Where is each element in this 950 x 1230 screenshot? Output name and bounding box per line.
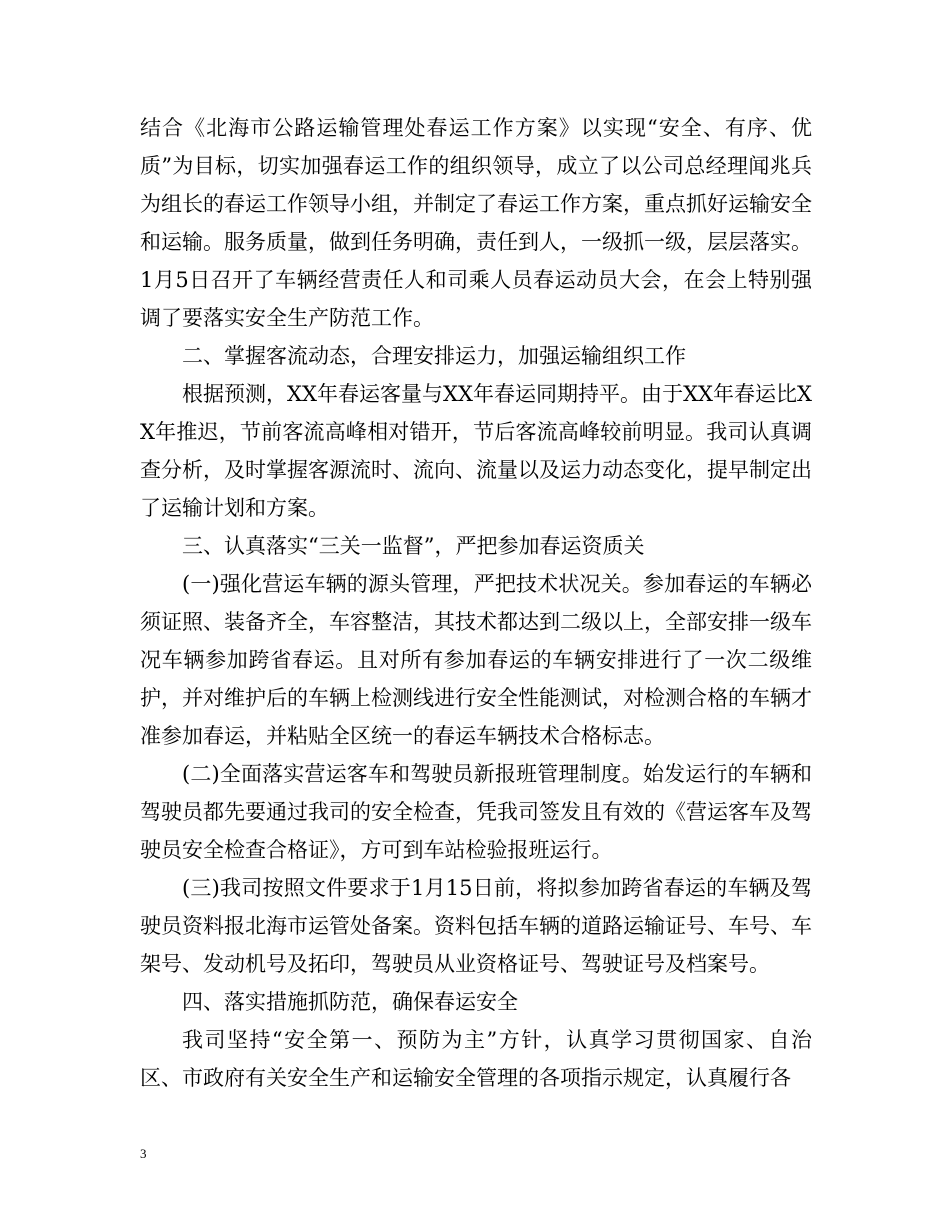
paragraph-records-filing: (三)我司按照文件要求于1月15日前，将拟参加跨省春运的车辆及驾驶员资料报北海市运管处备案。资料包括车辆的道路运输证号、车号、车架号、发动机号及拓印，驾驶员从业资格证号、驾驶证号及档案号。 (140, 876, 812, 976)
paragraph-vehicle-source-management: (一)强化营运车辆的源头管理，严把技术状况关。参加春运的车辆必须证照、装备齐全，车容整洁，其技术都达到二级以上，全部安排一级车况车辆参加跨省春运。且对所有参加春运的车辆安排进行了一次二级维护，并对维护后的车辆上检测线进行安全性能测试，对检测合格的车辆才准参加春运，并粘贴全区统一的春运车辆技术合格标志。 (140, 572, 812, 748)
paragraph-safety-policy: 我司坚持“安全第一、预防为主”方针，认真学习贯彻国家、自治区、市政府有关安全生产和运输安全管理的各项指示规定，认真履行各 (140, 1028, 812, 1090)
section-heading-safety-measures: 四、落实措施抓防范，确保春运安全 (182, 990, 518, 1014)
section-heading-passenger-flow: 二、掌握客流动态，合理安排运力，加强运输组织工作 (182, 344, 686, 368)
page-number: 3 (140, 1146, 147, 1161)
section-heading-qualification: 三、认真落实“三关一监督”，严把参加春运资质关 (182, 534, 645, 558)
document-body (140, 109, 812, 1097)
paragraph-passenger-forecast: 根据预测，XX年春运客量与XX年春运同期持平。由于XX年春运比XX年推迟，节前客流高峰相对错开，节后客流高峰较前明显。我司认真调查分析，及时掌握客源流时、流向、流量以及运力动态变化，提早制定出了运输计划和方案。 (140, 382, 812, 520)
paragraph-leadership: 结合《北海市公路运输管理处春运工作方案》以实现“安全、有序、优质”为目标，切实加强春运工作的组织领导，成立了以公司总经理闻兆兵为组长的春运工作领导小组，并制定了春运工作方案，重点抓好运输安全和运输。服务质量，做到任务明确，责任到人，一级抓一级，层层落实。1月5日召开了车辆经营责任人和司乘人员春运动员大会，在会上特别强调了要落实安全生产防范工作。 (140, 116, 812, 330)
paragraph-driver-registration: (二)全面落实营运客车和驾驶员新报班管理制度。始发运行的车辆和驾驶员都先要通过我司的安全检查，凭我司签发且有效的《营运客车及驾驶员安全检查合格证》，方可到车站检验报班运行。 (140, 762, 812, 862)
